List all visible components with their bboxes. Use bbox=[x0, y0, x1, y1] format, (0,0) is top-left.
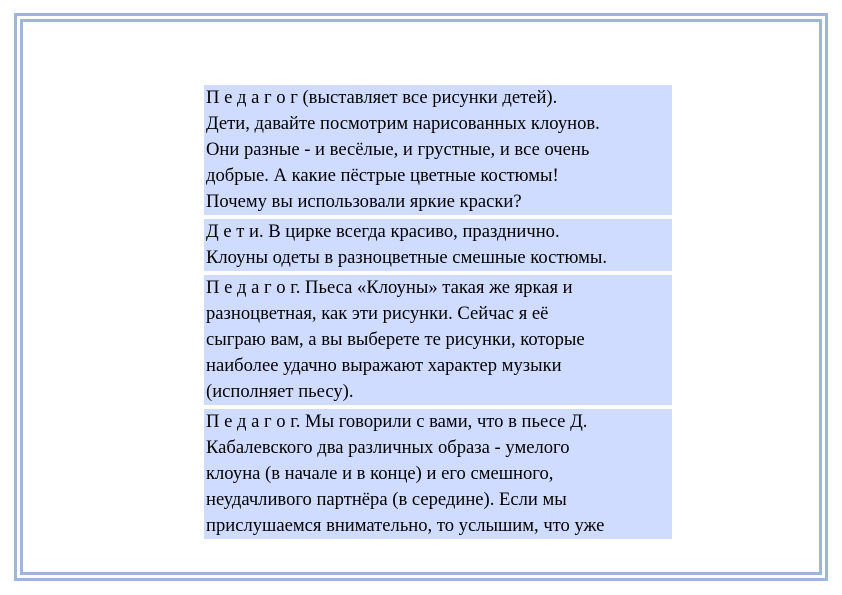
text-line: сыграю вам, а вы выберете те рисунки, которые bbox=[204, 327, 672, 353]
text-line: (исполняет пьесу). bbox=[204, 379, 672, 405]
dialogue-text-block bbox=[204, 85, 672, 543]
text-line: Почему вы использовали яркие краски? bbox=[204, 189, 672, 215]
text-line: Клоуны одеты в разноцветные смешные костюмы. bbox=[204, 245, 672, 271]
text-line: Кабалевского два различных образа - умелого bbox=[204, 435, 672, 461]
text-line: Они разные - и весёлые, и грустные, и все очень bbox=[204, 137, 672, 163]
paragraph-teacher-piece bbox=[204, 275, 672, 405]
text-line: наиболее удачно выражают характер музыки bbox=[204, 353, 672, 379]
text-line: П е д а г о г. Пьеса «Клоуны» такая же яркая и bbox=[204, 275, 672, 301]
text-line: П е д а г о г. Мы говорили с вами, что в пьесе Д. bbox=[204, 409, 672, 435]
paragraph-teacher-kabalevsky bbox=[204, 409, 672, 539]
paragraph-children-answer bbox=[204, 219, 672, 271]
text-line: добрые. А какие пёстрые цветные костюмы! bbox=[204, 163, 672, 189]
text-line: неудачливого партнёра (в середине). Если мы bbox=[204, 487, 672, 513]
text-line: разноцветная, как эти рисунки. Сейчас я её bbox=[204, 301, 672, 327]
text-line: прислушаемся внимательно, то услышим, что уже bbox=[204, 513, 672, 539]
paragraph-teacher-intro bbox=[204, 85, 672, 215]
text-line: Дети, давайте посмотрим нарисованных клоунов. bbox=[204, 111, 672, 137]
text-line: Д е т и. В цирке всегда красиво, празднично. bbox=[204, 219, 672, 245]
text-line: клоуна (в начале и в конце) и его смешного, bbox=[204, 461, 672, 487]
text-line: П е д а г о г (выставляет все рисунки детей). bbox=[204, 85, 672, 111]
